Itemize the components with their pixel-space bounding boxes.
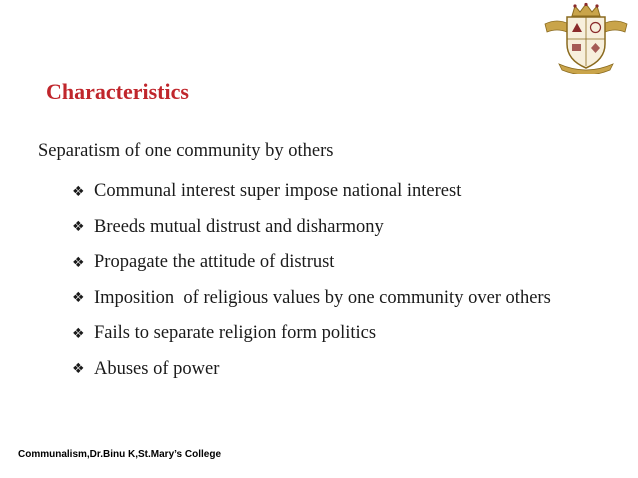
diamond-bullet-icon: ❖ (72, 183, 85, 200)
list-item-text: Breeds mutual distrust and disharmony (94, 216, 384, 237)
list-item (72, 281, 551, 317)
diamond-bullet-icon: ❖ (72, 254, 85, 271)
diamond-bullet-icon: ❖ (72, 290, 85, 307)
list-item-text: Abuses of power (94, 358, 220, 379)
list-item (72, 316, 551, 352)
footer-credit: Communalism,Dr.Binu K,St.Mary’s College (18, 449, 222, 460)
list-item-text: Imposition of religious values by one community over others (94, 287, 551, 308)
list-item (72, 210, 551, 246)
characteristics-list (72, 174, 551, 387)
diamond-bullet-icon: ❖ (72, 219, 85, 236)
list-item-text: Propagate the attitude of distrust (94, 252, 335, 273)
lead-statement: Separatism of one community by others (38, 141, 334, 161)
diamond-bullet-icon: ❖ (72, 325, 85, 342)
list-item-text: Communal interest super impose national interest (94, 181, 462, 202)
list-item (72, 174, 551, 210)
list-item (72, 245, 551, 281)
diamond-bullet-icon: ❖ (72, 361, 85, 378)
list-item-text: Fails to separate religion form politics (94, 323, 377, 344)
college-crest-icon (537, 2, 635, 74)
list-item (72, 352, 551, 388)
slide-title: Characteristics (46, 79, 189, 104)
